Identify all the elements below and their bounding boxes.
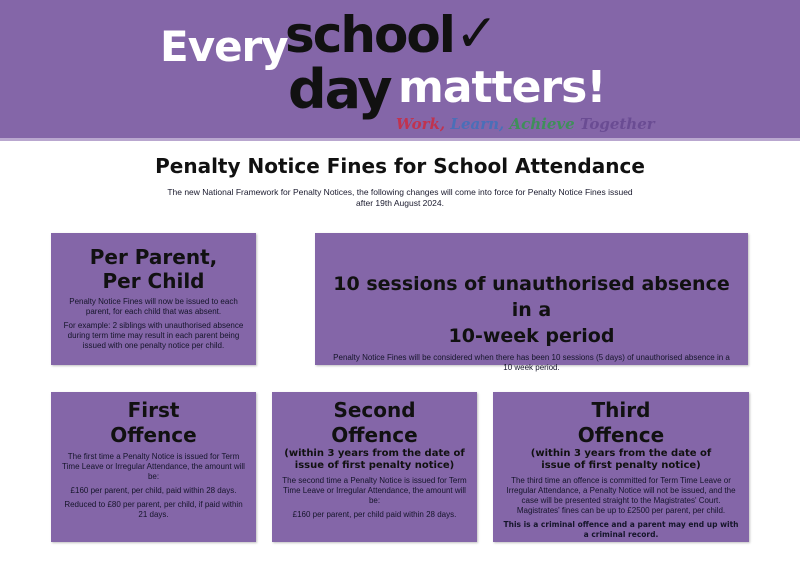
tagline-learn: Learn, [450, 115, 505, 133]
card-title-line: 10-week period [448, 325, 615, 347]
card-title-line: Per Child [102, 269, 205, 293]
page-title: Penalty Notice Fines for School Attendance [155, 154, 645, 178]
logo-word-school: school [285, 6, 454, 64]
card-text: £160 per parent, per child paid within 28 days. [292, 510, 457, 519]
card-text: For example: 2 siblings with unauthorised absence during term time may result in each parent being issued with one penalty notice per child. [63, 321, 244, 350]
card-title [282, 398, 467, 448]
card-title-line: Per Parent, [89, 245, 218, 269]
card-title-line: First [127, 398, 180, 422]
card-text: Reduced to £80 per parent, per child, if paid within 21 days. [64, 500, 243, 519]
criminal-record-warning: This is a criminal offence and a parent may end up with a criminal record. [503, 520, 739, 539]
card-text: The second time a Penalty Notice is issued for Term Time Leave or Irregular Attendance, the amount will be: [282, 476, 467, 505]
card-text: £160 per parent, per child, paid within 28 days. [70, 486, 237, 495]
card-title [329, 271, 734, 349]
intro-text: The new National Framework for Penalty Notices, the following changes will come into force for Penalty Notice Fines issued after 19th August 2024. [167, 187, 633, 208]
card-subtitle [282, 448, 467, 472]
card-text: The third time an offence is committed for Term Time Leave or Irregular Attendance, a Penalty Notice will not be issued, and the case will be presented straight to the Magistrates' Court. Magistrates' fines can be up to £2500 per parent, per child. [506, 476, 736, 515]
card-title-line: Third [591, 398, 651, 422]
second-offence-card [272, 392, 477, 542]
card-subtitle-line: issue of first penalty notice) [294, 460, 455, 471]
card-title [61, 245, 246, 293]
card-title-line: Offence [110, 423, 197, 447]
card-subtitle-line: (within 3 years from the date of [284, 448, 465, 459]
card-text: Penalty Notice Fines will be considered when there has been 10 sessions (5 days) of unauthorised absence in a 10 week period. [333, 353, 730, 372]
tagline-achieve: Achieve [509, 115, 575, 133]
card-title-line: 10 sessions of unauthorised absence in a [333, 273, 730, 321]
checkmark-icon: ✓ [455, 4, 499, 64]
tagline [396, 115, 655, 133]
card-title-line: Offence [331, 423, 418, 447]
card-subtitle-line: issue of first penalty notice) [541, 460, 701, 471]
tagline-work: Work, [396, 115, 446, 133]
logo-word-day: day [288, 58, 391, 121]
logo-word-matters: matters! [398, 62, 606, 113]
card-text: Penalty Notice Fines will now be issued to each parent, for each child that was absent. [69, 297, 238, 316]
card-title-line: Second [333, 398, 416, 422]
tagline-together: Together [579, 115, 655, 133]
card-subtitle-line: (within 3 years from the date of [530, 448, 712, 459]
sessions-card [315, 233, 748, 372]
card-text: The first time a Penalty Notice is issued for Term Time Leave or Irregular Attendance, the amount will be: [62, 452, 245, 481]
third-offence-card [493, 392, 749, 542]
card-title [503, 398, 739, 448]
per-parent-card [51, 233, 256, 365]
card-subtitle [503, 448, 739, 472]
first-offence-card [51, 392, 256, 542]
card-title-line: Offence [577, 423, 665, 447]
logo-word-every: Every [160, 22, 288, 71]
card-title [61, 398, 246, 448]
